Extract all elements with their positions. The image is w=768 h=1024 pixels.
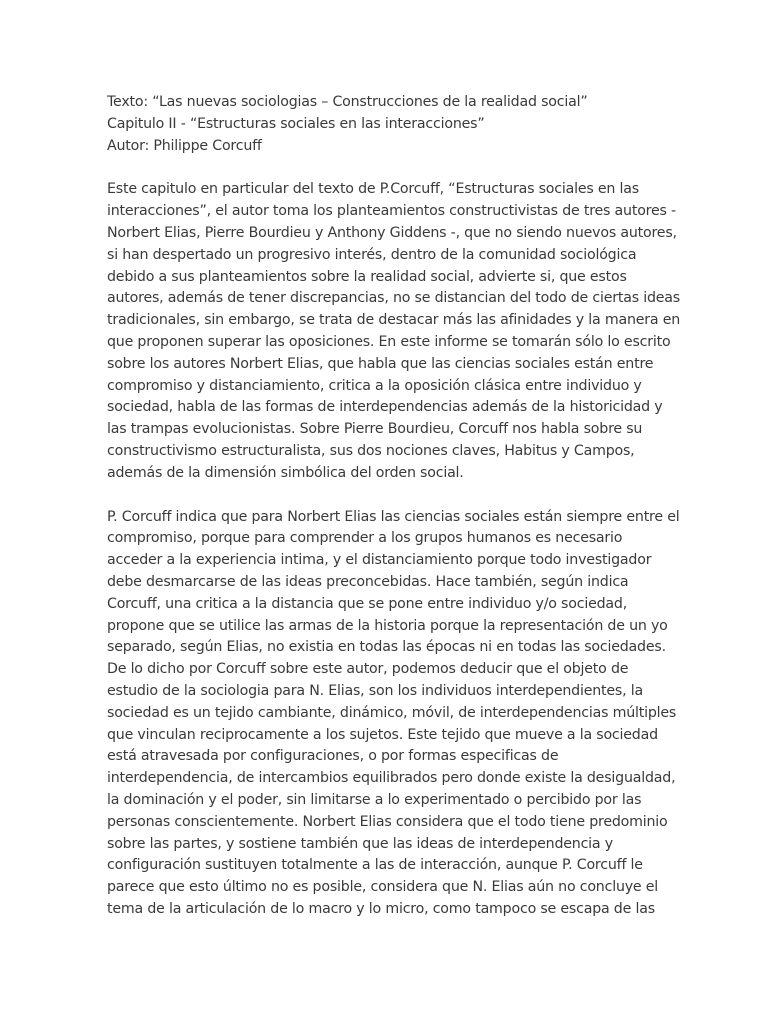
document-header [107,92,667,157]
spacer [107,485,667,507]
paragraph-line: la dominación y el poder, sin limitarse a lo experimentado o percibido por las [107,791,642,808]
paragraph-line: Este capitulo en particular del texto de P.Corcuff, “Estructuras sociales en las [107,181,639,198]
paragraph-line: si han despertado un progresivo interés, dentro de la comunidad sociológica [107,246,637,263]
paragraph-line: sociedad es un tejido cambiante, dinámico, móvil, de interdependencias múltiples [107,704,677,721]
document-page [107,92,681,921]
paragraph-line: personas conscientemente. Norbert Elias considera que el todo tiene predominio [107,813,668,830]
paragraph-line: De lo dicho por Corcuff sobre este autor, podemos deducir que el objeto de [107,661,629,678]
paragraph-line: Corcuff, una critica a la distancia que se pone entre individuo y/o sociedad, [107,595,628,612]
paragraph-line: que proponen superar las oposiciones. En este informe se tomarán sólo lo escrito [107,333,671,350]
paragraph-elias [107,507,680,921]
paragraph-line: autores, además de tener discrepancias, no se distancian del todo de ciertas ideas [107,290,680,307]
text-title-line: Texto: “Las nuevas sociologias – Construcciones de la realidad social” [107,94,588,110]
paragraph-line: propone que se utilice las armas de la historia porque la representación de un yo [107,617,668,634]
paragraph-line: interdependencia, de intercambios equilibrados pero donde existe la desigualdad, [107,770,676,787]
paragraph-line: tema de la articulación de lo macro y lo micro, como tampoco se escapa de las [107,900,655,917]
paragraph-line: parece que esto último no es posible, considera que N. Elias aún no concluye el [107,879,659,896]
paragraph-line: Norbert Elias, Pierre Bourdieu y Anthony Giddens -, que no siendo nuevos autores, [107,224,677,241]
author-line: Autor: Philippe Corcuff [107,137,262,154]
paragraph-line: configuración sustituyen totalmente a las de interacción, aunque P. Corcuff le [107,857,643,874]
paragraph-line: P. Corcuff indica que para Norbert Elias las ciencias sociales están siempre entre el [107,508,680,525]
paragraph-line: debe desmarcarse de las ideas preconcebidas. Hace también, según indica [107,573,629,590]
paragraph-line: tradicionales, sin embargo, se trata de destacar más las afinidades y la manera en [107,312,681,329]
paragraph-line: sociedad, habla de las formas de interdependencias además de la historicidad y [107,399,663,416]
paragraph-line: acceder a la experiencia intima, y el distanciamiento porque todo investigador [107,552,652,569]
paragraph-line: debido a sus planteamientos sobre la realidad social, advierte si, que estos [107,268,627,285]
paragraph-line: constructivismo estructuralista, sus dos nociones claves, Habitus y Campos, [107,442,635,459]
paragraph-intro [107,179,681,484]
chapter-line: Capitulo II - “Estructuras sociales en las interacciones” [107,115,485,132]
paragraph-line: las trampas evolucionistas. Sobre Pierre Bourdieu, Corcuff nos habla sobre su [107,421,643,438]
paragraph-line: sobre las partes, y sostiene también que las ideas de interdependencia y [107,835,613,852]
paragraph-line: que vinculan reciprocamente a los sujetos. Este tejido que mueve a la sociedad [107,726,658,743]
paragraph-line: interacciones”, el autor toma los planteamientos constructivistas de tres autores - [107,203,676,220]
paragraph-line: estudio de la sociologia para N. Elias, son los individuos interdependientes, la [107,682,643,699]
paragraph-line: compromiso, porque para comprender a los grupos humanos es necesario [107,530,623,547]
paragraph-line: separado, según Elias, no existia en todas las épocas ni en todas las sociedades. [107,639,666,656]
paragraph-line: sobre los autores Norbert Elias, que habla que las ciencias sociales están entre [107,355,654,372]
spacer [107,157,667,179]
paragraph-line: compromiso y distanciamiento, critica a la oposición clásica entre individuo y [107,377,642,394]
paragraph-line: está atravesada por configuraciones, o por formas especificas de [107,748,559,765]
paragraph-line: además de la dimensión simbólica del orden social. [107,464,464,481]
